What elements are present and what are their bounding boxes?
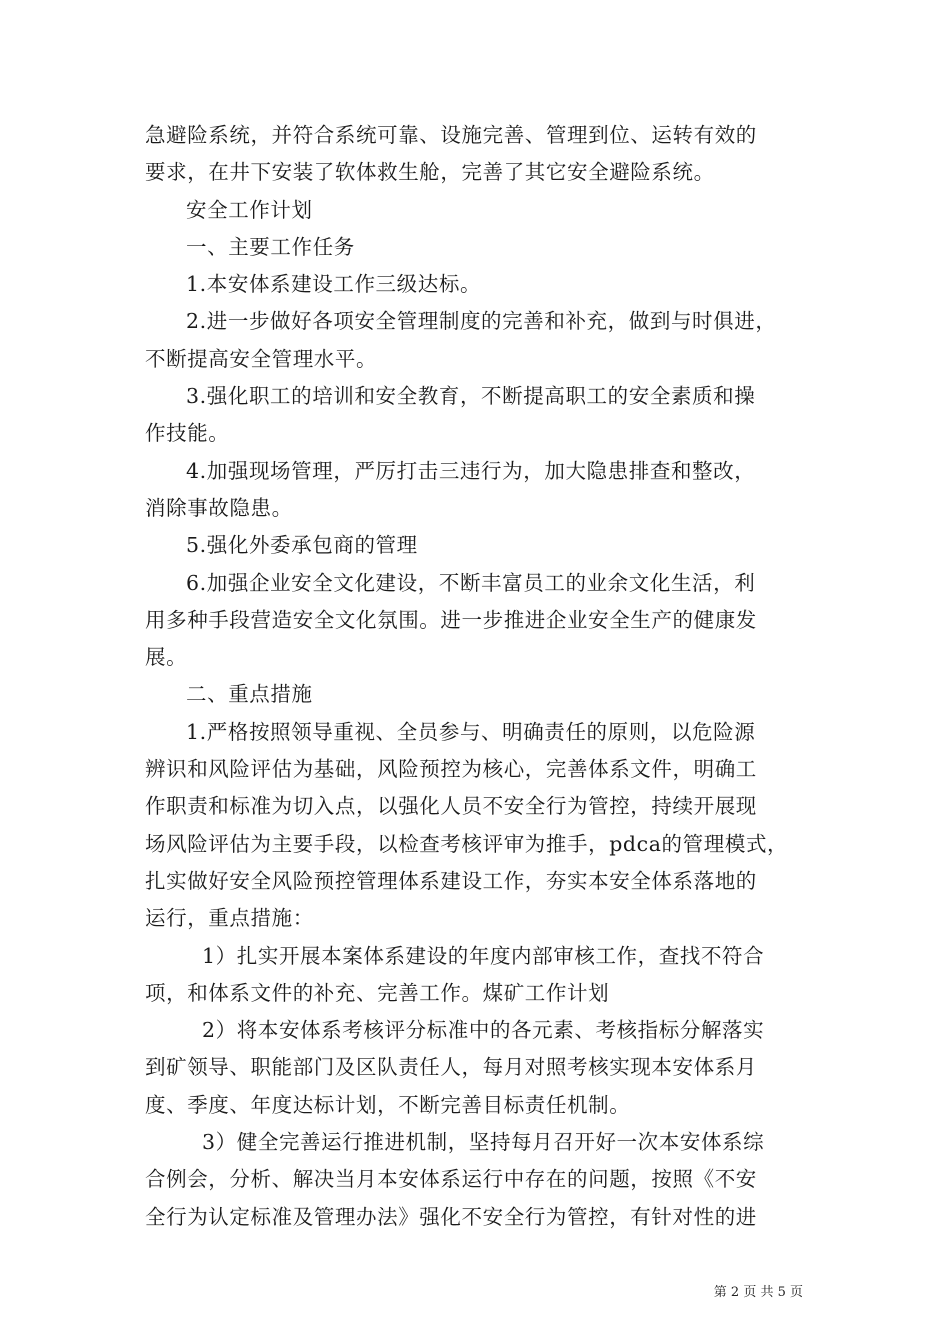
text-line: 1.本安体系建设工作三级达标。 bbox=[186, 272, 482, 297]
text-line: 消除事故隐患。 bbox=[145, 495, 293, 520]
text-line: 作技能。 bbox=[145, 421, 230, 446]
text-line: 1）扎实开展本案体系建设的年度内部审核工作，查找不符合 bbox=[202, 943, 765, 968]
text-line: 6.加强企业安全文化建设，不断丰富员工的业余文化生活，利 bbox=[186, 570, 756, 595]
text-line: 辨识和风险评估为基础，风险预控为核心，完善体系文件，明确工 bbox=[145, 757, 757, 782]
text-line: 合例会，分析、解决当月本安体系运行中存在的问题，按照《不安 bbox=[145, 1167, 757, 1192]
text-line: 全行为认定标准及管理办法》强化不安全行为管控，有针对性的进 bbox=[145, 1204, 757, 1229]
text-line: 2）将本安体系考核评分标准中的各元素、考核指标分解落实 bbox=[202, 1018, 765, 1043]
text-line: 作职责和标准为切入点，以强化人员不安全行为管控，持续开展现 bbox=[145, 794, 757, 819]
text-line: 要求，在井下安装了软体救生舱，完善了其它安全避险系统。 bbox=[145, 160, 715, 185]
text-line: 急避险系统，并符合系统可靠、设施完善、管理到位、运转有效的 bbox=[145, 123, 757, 147]
text-line: 5.强化外委承包商的管理 bbox=[186, 533, 418, 558]
text-line: 安全工作计划 bbox=[186, 197, 313, 222]
text-line: 项，和体系文件的补充、完善工作。煤矿工作计划 bbox=[145, 980, 610, 1005]
text-line: 一、主要工作任务 bbox=[186, 234, 355, 259]
text-line: 展。 bbox=[145, 645, 188, 670]
text-line: 1.严格按照领导重视、全员参与、明确责任的原则，以危险源 bbox=[186, 719, 756, 744]
text-line: 运行，重点措施： bbox=[145, 906, 314, 931]
text-line: 度、季度、年度达标计划，不断完善目标责任机制。 bbox=[145, 1092, 631, 1117]
text-line: 3）健全完善运行推进机制，坚持每月召开好一次本安体系综 bbox=[202, 1130, 765, 1155]
text-line: 扎实做好安全风险预控管理体系建设工作，夯实本安全体系落地的 bbox=[145, 868, 757, 893]
document-body bbox=[145, 117, 807, 1236]
text-line: 不断提高安全管理水平。 bbox=[145, 346, 378, 371]
text-line: 场风险评估为主要手段，以检查考核评审为推手，pdca的管理模式， bbox=[145, 831, 789, 856]
text-line: 4.加强现场管理，严厉打击三违行为，加大隐患排查和整改， bbox=[186, 458, 756, 483]
text-line: 二、重点措施 bbox=[186, 682, 313, 707]
text-line: 到矿领导、职能部门及区队责任人，每月对照考核实现本安体系月 bbox=[145, 1055, 757, 1080]
text-line: 2.进一步做好各项安全管理制度的完善和补充，做到与时俱进， bbox=[186, 309, 777, 334]
text-line: 3.强化职工的培训和安全教育，不断提高职工的安全素质和操 bbox=[186, 384, 756, 409]
page-number: 第 2 页 共 5 页 bbox=[713, 1285, 803, 1300]
text-line: 用多种手段营造安全文化氛围。进一步推进企业安全生产的健康发 bbox=[145, 607, 757, 632]
